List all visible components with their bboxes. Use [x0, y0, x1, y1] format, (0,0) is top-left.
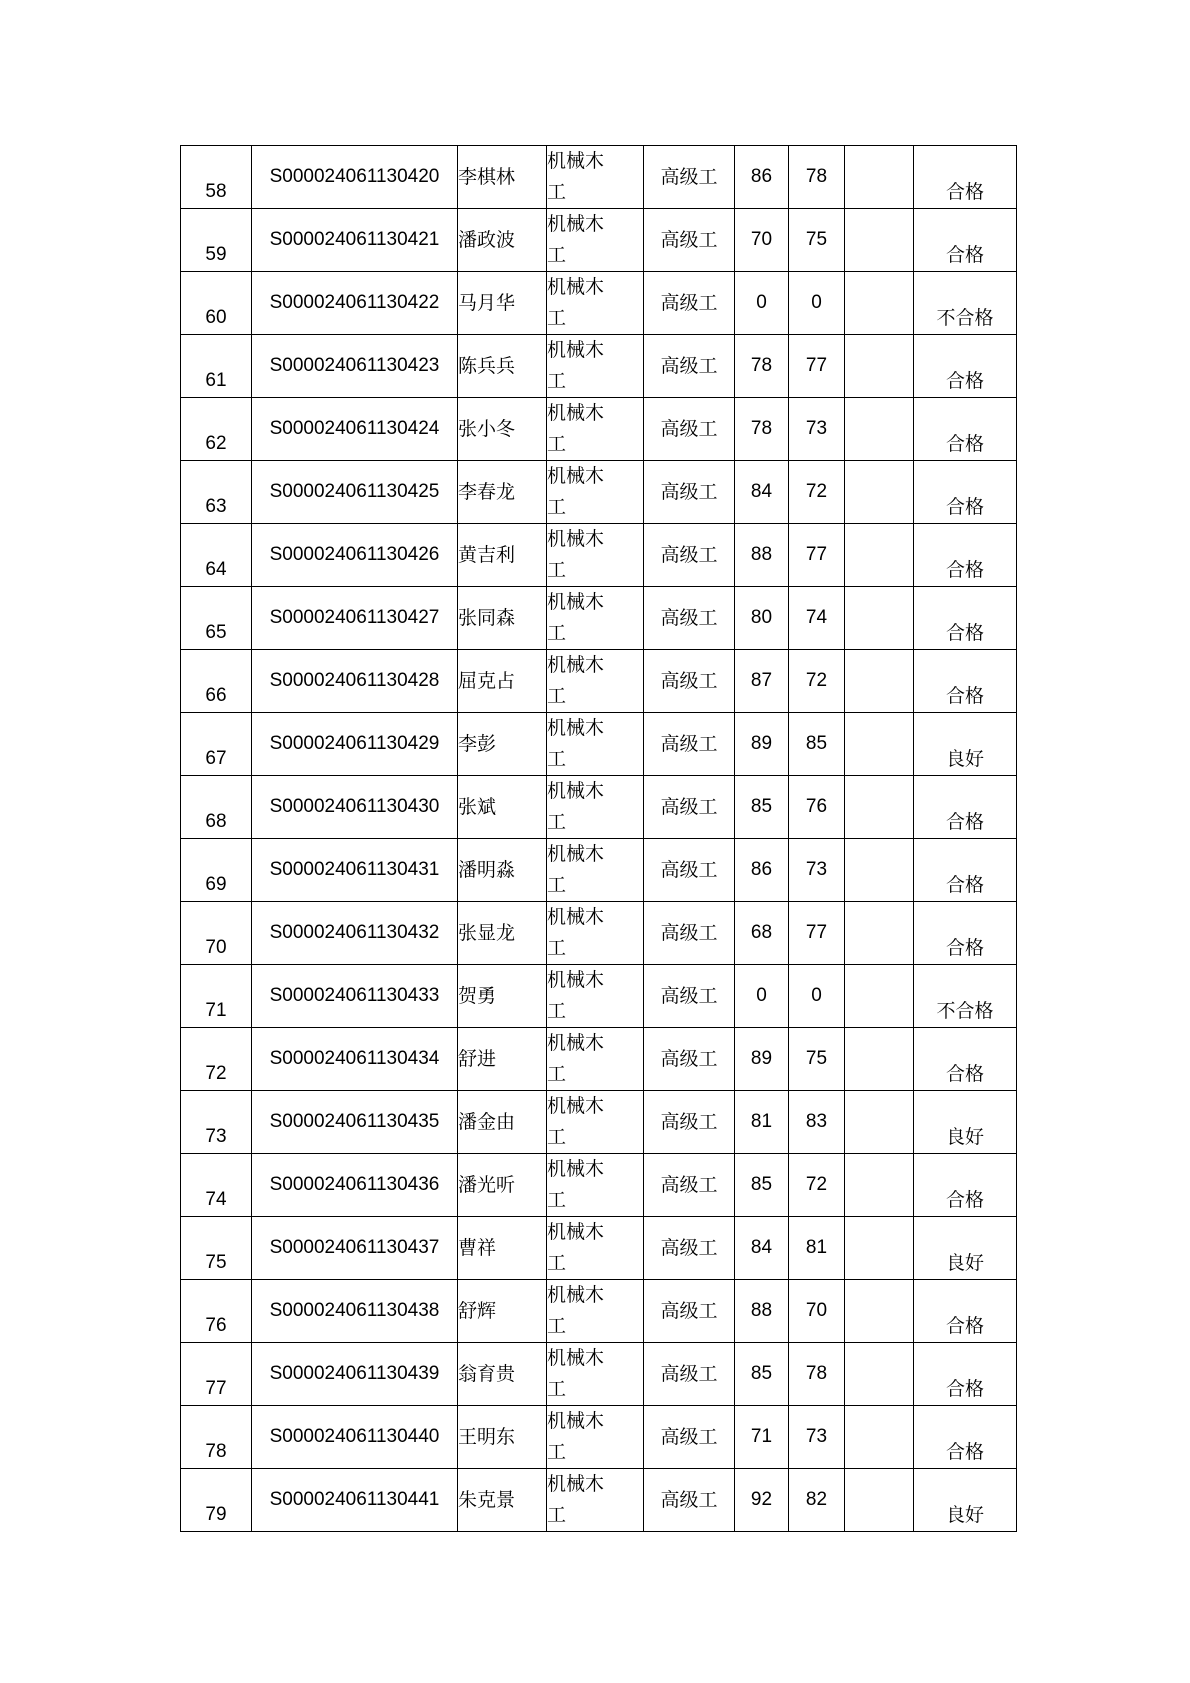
skill-level: 高级工: [644, 398, 735, 461]
table-row: [181, 1343, 1017, 1406]
score-theory: 92: [735, 1469, 789, 1532]
candidate-id: S000024061130441: [252, 1469, 458, 1532]
candidate-id: S000024061130421: [252, 209, 458, 272]
candidate-name: 潘光听: [458, 1154, 547, 1217]
result-grade: 不合格: [914, 272, 1017, 335]
score-practical: 85: [789, 713, 845, 776]
row-number: 60: [181, 272, 252, 335]
skill-level: 高级工: [644, 524, 735, 587]
result-grade: 合格: [914, 1343, 1017, 1406]
trade-name: [547, 272, 644, 335]
table-row: [181, 398, 1017, 461]
trade-text: 机械木工: [547, 465, 605, 518]
score-theory: 87: [735, 650, 789, 713]
score-theory: 0: [735, 272, 789, 335]
candidate-id: S000024061130438: [252, 1280, 458, 1343]
trade-text: 机械木工: [547, 906, 605, 959]
trade-text: 机械木工: [547, 843, 605, 896]
blank-cell: [845, 1280, 914, 1343]
table-row: [181, 1091, 1017, 1154]
candidate-id: S000024061130437: [252, 1217, 458, 1280]
score-theory: 85: [735, 1343, 789, 1406]
trade-text: 机械木工: [547, 402, 605, 455]
candidate-name: 李春龙: [458, 461, 547, 524]
row-number: 74: [181, 1154, 252, 1217]
skill-level: 高级工: [644, 335, 735, 398]
score-practical: 77: [789, 524, 845, 587]
candidate-name: 张同森: [458, 587, 547, 650]
candidate-name: 潘金由: [458, 1091, 547, 1154]
score-theory: 81: [735, 1091, 789, 1154]
skill-level: 高级工: [644, 902, 735, 965]
row-number: 77: [181, 1343, 252, 1406]
blank-cell: [845, 1406, 914, 1469]
skill-level: 高级工: [644, 1280, 735, 1343]
score-practical: 72: [789, 1154, 845, 1217]
result-grade: 合格: [914, 1028, 1017, 1091]
trade-text: 机械木工: [547, 1410, 605, 1463]
candidate-id: S000024061130429: [252, 713, 458, 776]
candidate-name: 马月华: [458, 272, 547, 335]
score-theory: 85: [735, 1154, 789, 1217]
trade-text: 机械木工: [547, 1473, 605, 1526]
result-grade: 良好: [914, 713, 1017, 776]
trade-name: [547, 776, 644, 839]
candidate-name: 王明东: [458, 1406, 547, 1469]
blank-cell: [845, 965, 914, 1028]
candidate-id: S000024061130428: [252, 650, 458, 713]
score-practical: 72: [789, 650, 845, 713]
row-number: 75: [181, 1217, 252, 1280]
table-row: [181, 146, 1017, 209]
score-practical: 0: [789, 272, 845, 335]
score-practical: 73: [789, 398, 845, 461]
candidate-name: 贺勇: [458, 965, 547, 1028]
skill-level: 高级工: [644, 713, 735, 776]
score-practical: 75: [789, 209, 845, 272]
trade-text: 机械木工: [547, 1032, 605, 1085]
trade-name: [547, 209, 644, 272]
blank-cell: [845, 272, 914, 335]
candidate-id: S000024061130424: [252, 398, 458, 461]
row-number: 67: [181, 713, 252, 776]
result-grade: 合格: [914, 839, 1017, 902]
table-row: [181, 272, 1017, 335]
skill-level: 高级工: [644, 1091, 735, 1154]
result-grade: 不合格: [914, 965, 1017, 1028]
trade-name: [547, 1406, 644, 1469]
candidate-name: 张斌: [458, 776, 547, 839]
trade-text: 机械木工: [547, 1158, 605, 1211]
candidate-name: 潘政波: [458, 209, 547, 272]
trade-name: [547, 461, 644, 524]
candidate-id: S000024061130432: [252, 902, 458, 965]
candidate-name: 舒辉: [458, 1280, 547, 1343]
trade-name: [547, 1469, 644, 1532]
candidate-name: 屈克占: [458, 650, 547, 713]
score-practical: 83: [789, 1091, 845, 1154]
skill-level: 高级工: [644, 587, 735, 650]
result-grade: 合格: [914, 650, 1017, 713]
table-row: [181, 1028, 1017, 1091]
candidate-id: S000024061130420: [252, 146, 458, 209]
score-theory: 84: [735, 461, 789, 524]
score-theory: 0: [735, 965, 789, 1028]
result-grade: 良好: [914, 1469, 1017, 1532]
table-row: [181, 713, 1017, 776]
trade-text: 机械木工: [547, 150, 605, 203]
result-grade: 合格: [914, 398, 1017, 461]
candidate-name: 李棋林: [458, 146, 547, 209]
table-row: [181, 209, 1017, 272]
skill-level: 高级工: [644, 965, 735, 1028]
row-number: 72: [181, 1028, 252, 1091]
blank-cell: [845, 839, 914, 902]
trade-text: 机械木工: [547, 717, 605, 770]
candidate-id: S000024061130436: [252, 1154, 458, 1217]
candidate-id: S000024061130440: [252, 1406, 458, 1469]
candidate-name: 张小冬: [458, 398, 547, 461]
trade-text: 机械木工: [547, 654, 605, 707]
row-number: 71: [181, 965, 252, 1028]
score-theory: 88: [735, 1280, 789, 1343]
score-practical: 81: [789, 1217, 845, 1280]
score-practical: 72: [789, 461, 845, 524]
result-grade: 合格: [914, 524, 1017, 587]
result-grade: 合格: [914, 902, 1017, 965]
blank-cell: [845, 1343, 914, 1406]
candidate-name: 翁育贵: [458, 1343, 547, 1406]
score-practical: 73: [789, 1406, 845, 1469]
table-body: [181, 146, 1017, 1532]
score-practical: 77: [789, 902, 845, 965]
result-grade: 合格: [914, 335, 1017, 398]
table-row: [181, 1469, 1017, 1532]
row-number: 61: [181, 335, 252, 398]
skill-level: 高级工: [644, 1217, 735, 1280]
blank-cell: [845, 1469, 914, 1532]
score-practical: 70: [789, 1280, 845, 1343]
score-practical: 75: [789, 1028, 845, 1091]
row-number: 68: [181, 776, 252, 839]
score-theory: 84: [735, 1217, 789, 1280]
row-number: 66: [181, 650, 252, 713]
result-grade: 合格: [914, 1154, 1017, 1217]
candidate-name: 张显龙: [458, 902, 547, 965]
blank-cell: [845, 146, 914, 209]
trade-text: 机械木工: [547, 1284, 605, 1337]
row-number: 62: [181, 398, 252, 461]
trade-name: [547, 650, 644, 713]
trade-name: [547, 1154, 644, 1217]
trade-name: [547, 1343, 644, 1406]
row-number: 76: [181, 1280, 252, 1343]
candidate-id: S000024061130423: [252, 335, 458, 398]
blank-cell: [845, 524, 914, 587]
result-grade: 合格: [914, 1406, 1017, 1469]
blank-cell: [845, 398, 914, 461]
candidate-id: S000024061130439: [252, 1343, 458, 1406]
candidate-id: S000024061130431: [252, 839, 458, 902]
trade-text: 机械木工: [547, 276, 605, 329]
score-theory: 88: [735, 524, 789, 587]
row-number: 65: [181, 587, 252, 650]
trade-text: 机械木工: [547, 1347, 605, 1400]
result-grade: 良好: [914, 1217, 1017, 1280]
candidate-name: 李彭: [458, 713, 547, 776]
score-practical: 0: [789, 965, 845, 1028]
skill-level: 高级工: [644, 1406, 735, 1469]
trade-name: [547, 713, 644, 776]
score-theory: 70: [735, 209, 789, 272]
row-number: 78: [181, 1406, 252, 1469]
score-theory: 89: [735, 1028, 789, 1091]
score-theory: 86: [735, 839, 789, 902]
skill-level: 高级工: [644, 1028, 735, 1091]
score-theory: 85: [735, 776, 789, 839]
skill-level: 高级工: [644, 776, 735, 839]
result-grade: 合格: [914, 776, 1017, 839]
candidate-id: S000024061130430: [252, 776, 458, 839]
row-number: 79: [181, 1469, 252, 1532]
blank-cell: [845, 1028, 914, 1091]
result-grade: 合格: [914, 146, 1017, 209]
trade-name: [547, 146, 644, 209]
score-theory: 78: [735, 398, 789, 461]
table-row: [181, 461, 1017, 524]
trade-name: [547, 965, 644, 1028]
score-practical: 73: [789, 839, 845, 902]
score-theory: 86: [735, 146, 789, 209]
trade-name: [547, 902, 644, 965]
result-grade: 合格: [914, 1280, 1017, 1343]
result-grade: 合格: [914, 587, 1017, 650]
candidate-name: 潘明淼: [458, 839, 547, 902]
blank-cell: [845, 461, 914, 524]
blank-cell: [845, 776, 914, 839]
row-number: 59: [181, 209, 252, 272]
candidate-id: S000024061130427: [252, 587, 458, 650]
score-theory: 89: [735, 713, 789, 776]
skill-level: 高级工: [644, 146, 735, 209]
trade-name: [547, 1280, 644, 1343]
row-number: 69: [181, 839, 252, 902]
results-table: [180, 145, 1017, 1532]
blank-cell: [845, 650, 914, 713]
candidate-id: S000024061130434: [252, 1028, 458, 1091]
score-practical: 77: [789, 335, 845, 398]
trade-name: [547, 587, 644, 650]
table-row: [181, 1154, 1017, 1217]
candidate-name: 朱克景: [458, 1469, 547, 1532]
blank-cell: [845, 335, 914, 398]
table-row: [181, 524, 1017, 587]
trade-text: 机械木工: [547, 1221, 605, 1274]
trade-name: [547, 398, 644, 461]
trade-name: [547, 1028, 644, 1091]
table-row: [181, 650, 1017, 713]
trade-text: 机械木工: [547, 528, 605, 581]
trade-text: 机械木工: [547, 213, 605, 266]
table-row: [181, 1406, 1017, 1469]
trade-text: 机械木工: [547, 1095, 605, 1148]
skill-level: 高级工: [644, 461, 735, 524]
skill-level: 高级工: [644, 272, 735, 335]
candidate-id: S000024061130433: [252, 965, 458, 1028]
trade-name: [547, 1217, 644, 1280]
trade-text: 机械木工: [547, 780, 605, 833]
blank-cell: [845, 902, 914, 965]
skill-level: 高级工: [644, 1154, 735, 1217]
blank-cell: [845, 1091, 914, 1154]
row-number: 64: [181, 524, 252, 587]
candidate-name: 曹祥: [458, 1217, 547, 1280]
trade-name: [547, 524, 644, 587]
table-row: [181, 839, 1017, 902]
candidate-name: 舒进: [458, 1028, 547, 1091]
trade-text: 机械木工: [547, 969, 605, 1022]
candidate-name: 陈兵兵: [458, 335, 547, 398]
result-grade: 良好: [914, 1091, 1017, 1154]
score-practical: 74: [789, 587, 845, 650]
candidate-id: S000024061130425: [252, 461, 458, 524]
score-theory: 80: [735, 587, 789, 650]
blank-cell: [845, 209, 914, 272]
table-row: [181, 1217, 1017, 1280]
score-practical: 78: [789, 146, 845, 209]
trade-text: 机械木工: [547, 339, 605, 392]
skill-level: 高级工: [644, 209, 735, 272]
score-theory: 71: [735, 1406, 789, 1469]
blank-cell: [845, 587, 914, 650]
score-practical: 78: [789, 1343, 845, 1406]
result-grade: 合格: [914, 461, 1017, 524]
score-practical: 76: [789, 776, 845, 839]
trade-name: [547, 839, 644, 902]
score-practical: 82: [789, 1469, 845, 1532]
skill-level: 高级工: [644, 1469, 735, 1532]
candidate-id: S000024061130426: [252, 524, 458, 587]
table-row: [181, 587, 1017, 650]
result-grade: 合格: [914, 209, 1017, 272]
trade-name: [547, 1091, 644, 1154]
table-row: [181, 776, 1017, 839]
table-row: [181, 902, 1017, 965]
table-row: [181, 1280, 1017, 1343]
table-row: [181, 335, 1017, 398]
table-row: [181, 965, 1017, 1028]
trade-text: 机械木工: [547, 591, 605, 644]
blank-cell: [845, 1154, 914, 1217]
candidate-id: S000024061130435: [252, 1091, 458, 1154]
candidate-id: S000024061130422: [252, 272, 458, 335]
row-number: 63: [181, 461, 252, 524]
score-theory: 68: [735, 902, 789, 965]
trade-name: [547, 335, 644, 398]
blank-cell: [845, 713, 914, 776]
skill-level: 高级工: [644, 1343, 735, 1406]
skill-level: 高级工: [644, 650, 735, 713]
row-number: 58: [181, 146, 252, 209]
blank-cell: [845, 1217, 914, 1280]
candidate-name: 黄吉利: [458, 524, 547, 587]
skill-level: 高级工: [644, 839, 735, 902]
row-number: 70: [181, 902, 252, 965]
score-theory: 78: [735, 335, 789, 398]
row-number: 73: [181, 1091, 252, 1154]
